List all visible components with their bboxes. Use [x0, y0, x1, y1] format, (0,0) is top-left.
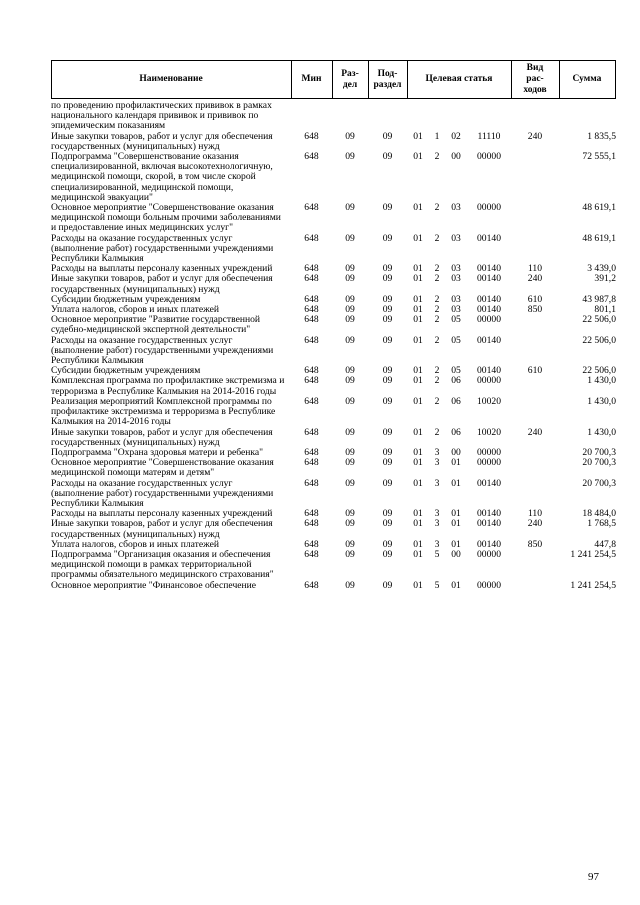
cell-sum: 1 430,0 — [587, 375, 616, 387]
cell-razdel: 09 — [345, 508, 355, 520]
cell-target-direction: 10020 — [477, 395, 501, 407]
cell-min: 648 — [304, 457, 319, 469]
table-row — [51, 479, 616, 510]
cell-razdel: 09 — [345, 232, 355, 244]
cell-podrazdel: 09 — [382, 548, 393, 560]
cell-min: 648 — [304, 477, 319, 489]
cell-razdel: 09 — [345, 130, 355, 142]
table-row — [51, 203, 616, 234]
cell-podrazdel: 09 — [382, 130, 393, 142]
cell-target-event: 00 — [451, 548, 461, 560]
cell-target-subprogram: 2 — [434, 232, 440, 244]
cell-min: 648 — [304, 446, 319, 458]
cell-target-direction: 00000 — [477, 202, 501, 214]
cell-podrazdel: 09 — [382, 538, 393, 550]
cell-podrazdel: 09 — [382, 365, 393, 377]
cell-target-direction: 00140 — [477, 304, 501, 316]
cell-min: 648 — [304, 365, 319, 377]
cell-podrazdel: 09 — [382, 273, 393, 285]
cell-target-direction: 11110 — [477, 130, 501, 142]
cell-target-event: 03 — [451, 263, 461, 275]
cell-podrazdel: 09 — [382, 375, 393, 387]
cell-target-direction: 00000 — [477, 457, 501, 469]
cell-target-program: 01 — [413, 375, 423, 387]
cell-target-subprogram: 2 — [434, 273, 440, 285]
cell-target-direction: 00140 — [477, 477, 501, 489]
cell-target-direction: 00140 — [477, 232, 501, 244]
cell-target-subprogram: 2 — [434, 151, 440, 163]
cell-target-subprogram: 3 — [434, 446, 440, 458]
cell-name: Иные закупки товаров, работ и услуг для обеспечения государственных (муниципальных) нужд — [51, 518, 273, 540]
cell-razdel: 09 — [345, 477, 355, 489]
cell-min: 648 — [304, 293, 319, 305]
cell-target-program: 01 — [413, 202, 423, 214]
cell-name: Уплата налогов, сборов и иных платежей — [51, 304, 220, 316]
header-vid-rashodov: Вид рас- ходов — [523, 63, 547, 95]
cell-target-direction: 10020 — [477, 426, 501, 438]
cell-sum: 1 835,5 — [587, 130, 616, 142]
cell-target-event: 01 — [451, 538, 461, 550]
cell-razdel: 09 — [345, 446, 355, 458]
cell-name: Расходы на оказание государственных услуг (выполнение работ) государственными учреждениями Республики Калмыкия — [51, 477, 274, 509]
cell-sum: 1 430,0 — [587, 426, 616, 438]
cell-razdel: 09 — [345, 273, 355, 285]
cell-podrazdel: 09 — [382, 446, 393, 458]
cell-sum: 43 987,8 — [582, 293, 616, 305]
cell-name: Основное мероприятие "Совершенствование оказания медицинской помощи больным прочими заболеваниями и предоставление иных медицинских услуг" — [51, 202, 281, 234]
cell-vid — [511, 581, 559, 591]
cell-target-direction: 00000 — [477, 579, 501, 591]
cell-target-direction: 00140 — [477, 334, 501, 346]
cell-vid: 850 — [527, 538, 543, 550]
cell-sum: 22 506,0 — [582, 365, 616, 377]
header-name: Наименование — [139, 74, 203, 84]
cell-sum: 1 768,5 — [587, 518, 616, 530]
cell-vid — [511, 479, 559, 510]
cell-target-event: 06 — [451, 395, 461, 407]
cell-min: 648 — [304, 518, 319, 530]
cell-target-event: 00 — [451, 151, 461, 163]
cell-target-program: 01 — [413, 426, 423, 438]
cell-vid: 240 — [527, 130, 543, 142]
cell-target-subprogram: 2 — [434, 202, 440, 214]
cell-sum: 72 555,1 — [582, 151, 616, 163]
cell-name: Реализация мероприятий Комплексной программы по профилактике экстремизма и терроризма в Республике Калмыкия на 2014-2016 годы — [51, 395, 276, 428]
cell-target-direction: 00000 — [477, 151, 501, 163]
cell-name: Иные закупки товаров, работ и услуг для обеспечения государственных (муниципальных) нужд — [51, 130, 273, 152]
cell-podrazdel: 09 — [382, 457, 393, 469]
cell-target-program: 01 — [413, 151, 423, 163]
cell-name: Иные закупки товаров, работ и услуг для обеспечения государственных (муниципальных) нужд — [51, 273, 273, 295]
cell-name: по проведению профилактических прививок в рамках национального календаря прививок и прививок по эпидемическим показаниям — [51, 100, 272, 132]
cell-target-event: 03 — [451, 273, 461, 285]
cell-name: Расходы на выплаты персоналу казенных учреждений — [51, 263, 273, 275]
cell-min: 648 — [304, 304, 319, 316]
cell-target-subprogram: 2 — [434, 314, 440, 326]
cell-target-event — [445, 101, 467, 132]
cell-min: 648 — [304, 508, 319, 520]
cell-target-subprogram: 2 — [434, 375, 440, 387]
table-header — [51, 60, 616, 100]
cell-name: Уплата налогов, сборов и иных платежей — [51, 538, 220, 550]
header-podrazdel: Под- раздел — [373, 68, 402, 90]
cell-vid — [511, 376, 559, 396]
cell-target-subprogram — [429, 101, 445, 132]
cell-razdel: 09 — [345, 202, 355, 214]
cell-target-program — [407, 101, 429, 132]
cell-target-program: 01 — [413, 548, 423, 560]
table-row — [51, 101, 616, 132]
cell-target-direction: 00140 — [477, 365, 501, 377]
header-target-article: Целевая статья — [425, 74, 493, 84]
cell-podrazdel: 09 — [382, 304, 393, 316]
cell-min: 648 — [304, 202, 319, 214]
cell-target-subprogram: 2 — [434, 365, 440, 377]
cell-target-direction: 00140 — [477, 273, 501, 285]
cell-target-event: 06 — [451, 426, 461, 438]
cell-min: 648 — [304, 263, 319, 275]
cell-target-program: 01 — [413, 518, 423, 530]
cell-target-event: 03 — [451, 304, 461, 316]
cell-sum: 3 439,0 — [587, 263, 616, 275]
cell-vid — [511, 397, 559, 428]
cell-target-subprogram: 2 — [434, 304, 440, 316]
budget-table — [51, 101, 616, 591]
cell-name: Основное мероприятие "Совершенствование оказания медицинской помощи матерям и детям" — [51, 457, 274, 479]
cell-sum: 1 430,0 — [587, 395, 616, 407]
cell-razdel: 09 — [345, 375, 355, 387]
table-row — [51, 152, 616, 203]
cell-name: Основное мероприятие "Развитие государственной судебно-медицинской экспертной деятельности" — [51, 314, 261, 336]
cell-min: 648 — [304, 130, 319, 142]
cell-vid: 610 — [527, 293, 543, 305]
cell-target-event: 01 — [451, 457, 461, 469]
cell-name: Расходы на выплаты персоналу казенных учреждений — [51, 508, 273, 520]
cell-podrazdel — [368, 101, 407, 132]
cell-target-direction: 00000 — [477, 446, 501, 458]
cell-podrazdel: 09 — [382, 263, 393, 275]
cell-min — [291, 101, 332, 132]
cell-sum: 1 241 254,5 — [570, 548, 616, 560]
cell-razdel: 09 — [345, 151, 355, 163]
cell-target-subprogram: 2 — [434, 395, 440, 407]
cell-target-event: 00 — [451, 446, 461, 458]
cell-target-subprogram: 2 — [434, 334, 440, 346]
table-row — [51, 132, 616, 152]
header-min: Мин — [301, 74, 322, 84]
cell-podrazdel: 09 — [382, 395, 393, 407]
cell-target-program: 01 — [413, 293, 423, 305]
cell-sum: 48 619,1 — [582, 202, 616, 214]
cell-vid — [511, 203, 559, 234]
cell-name: Субсидии бюджетным учреждениям — [51, 293, 201, 305]
cell-target-event: 03 — [451, 293, 461, 305]
cell-sum: 447,8 — [594, 538, 616, 550]
cell-vid: 110 — [527, 508, 543, 520]
cell-target-direction: 00000 — [477, 375, 501, 387]
cell-name: Расходы на оказание государственных услуг (выполнение работ) государственными учреждениями Республики Калмыкия — [51, 232, 274, 265]
cell-name: Расходы на оказание государственных услуг (выполнение работ) государственными учреждениями Республики Калмыкия — [51, 334, 274, 367]
cell-min: 648 — [304, 151, 319, 163]
cell-razdel: 09 — [345, 334, 355, 346]
header-sum: Сумма — [572, 74, 602, 84]
cell-name: Иные закупки товаров, работ и услуг для обеспечения государственных (муниципальных) нужд — [51, 426, 273, 448]
cell-target-subprogram: 1 — [434, 130, 440, 142]
cell-target-program: 01 — [413, 508, 423, 520]
cell-target-direction: 00140 — [477, 508, 501, 520]
table-row — [51, 336, 616, 367]
cell-target-subprogram: 3 — [434, 457, 440, 469]
cell-sum: 20 700,3 — [582, 457, 616, 469]
cell-vid — [511, 550, 559, 581]
table-row — [51, 397, 616, 428]
cell-min: 648 — [304, 395, 319, 407]
cell-vid: 240 — [527, 273, 543, 285]
cell-min: 648 — [304, 579, 319, 591]
cell-name: Подпрограмма "Охрана здоровья матери и ребенка" — [51, 446, 264, 458]
cell-target-subprogram: 3 — [434, 508, 440, 520]
cell-target-program: 01 — [413, 538, 423, 550]
cell-target-event: 06 — [451, 375, 461, 387]
cell-target-direction — [467, 101, 511, 132]
cell-sum — [559, 101, 616, 132]
cell-target-event: 01 — [451, 508, 461, 520]
cell-target-program: 01 — [413, 579, 423, 591]
cell-target-event: 01 — [451, 477, 461, 489]
cell-sum: 20 700,3 — [582, 446, 616, 458]
cell-podrazdel: 09 — [382, 518, 393, 530]
cell-target-subprogram: 3 — [434, 538, 440, 550]
table-row — [51, 376, 616, 396]
cell-target-direction: 00140 — [477, 538, 501, 550]
cell-target-subprogram: 2 — [434, 293, 440, 305]
cell-min: 648 — [304, 548, 319, 560]
cell-name: Подпрограмма "Организация оказания и обеспечения медицинской помощи в рамках территориальной программы обязательного медицинского страхования" — [51, 548, 274, 581]
cell-target-event: 05 — [451, 365, 461, 377]
cell-sum: 22 506,0 — [582, 314, 616, 326]
cell-target-program: 01 — [413, 446, 423, 458]
cell-min: 648 — [304, 426, 319, 438]
cell-min: 648 — [304, 314, 319, 326]
cell-target-program: 01 — [413, 314, 423, 326]
cell-target-subprogram: 3 — [434, 518, 440, 530]
cell-razdel: 09 — [345, 314, 355, 326]
cell-target-program: 01 — [413, 395, 423, 407]
cell-target-program: 01 — [413, 477, 423, 489]
cell-target-program: 01 — [413, 232, 423, 244]
cell-razdel: 09 — [345, 538, 355, 550]
cell-target-program: 01 — [413, 365, 423, 377]
cell-vid — [511, 336, 559, 367]
cell-min: 648 — [304, 334, 319, 346]
cell-sum: 22 506,0 — [582, 334, 616, 346]
cell-podrazdel: 09 — [382, 508, 393, 520]
cell-razdel: 09 — [345, 457, 355, 469]
cell-target-subprogram: 2 — [434, 263, 440, 275]
cell-razdel: 09 — [345, 304, 355, 316]
cell-podrazdel: 09 — [382, 426, 393, 438]
cell-min: 648 — [304, 232, 319, 244]
cell-vid — [511, 448, 559, 458]
cell-podrazdel: 09 — [382, 334, 393, 346]
cell-target-subprogram: 5 — [434, 579, 440, 591]
cell-vid: 240 — [527, 518, 543, 530]
header-razdel: Раз- дел — [341, 68, 359, 90]
table-row — [51, 428, 616, 448]
cell-sum: 801,1 — [594, 304, 616, 316]
cell-name: Комплексная программа по профилактике экстремизма и терроризма в Республике Калмыкия на 2014-2016 годы — [51, 375, 285, 397]
cell-target-event: 01 — [451, 518, 461, 530]
cell-min: 648 — [304, 538, 319, 550]
table-row — [51, 581, 616, 591]
cell-podrazdel: 09 — [382, 151, 393, 163]
cell-sum: 18 484,0 — [582, 508, 616, 520]
cell-target-program: 01 — [413, 263, 423, 275]
cell-razdel: 09 — [345, 293, 355, 305]
cell-target-event: 03 — [451, 232, 461, 244]
cell-razdel: 09 — [345, 579, 355, 591]
cell-min: 648 — [304, 273, 319, 285]
cell-target-program: 01 — [413, 273, 423, 285]
cell-podrazdel: 09 — [382, 232, 393, 244]
cell-sum: 391,2 — [594, 273, 616, 285]
cell-podrazdel: 09 — [382, 314, 393, 326]
cell-podrazdel: 09 — [382, 293, 393, 305]
table-row — [51, 519, 616, 539]
cell-target-program: 01 — [413, 334, 423, 346]
budget-table-body — [51, 101, 616, 591]
cell-target-event: 05 — [451, 334, 461, 346]
cell-target-direction: 00000 — [477, 314, 501, 326]
cell-target-subprogram: 3 — [434, 477, 440, 489]
table-row — [51, 550, 616, 581]
cell-vid — [511, 101, 559, 132]
cell-sum: 48 619,1 — [582, 232, 616, 244]
cell-target-subprogram: 5 — [434, 548, 440, 560]
cell-name: Основное мероприятие "Финансовое обеспечение — [51, 579, 257, 591]
cell-vid — [511, 458, 559, 478]
cell-razdel: 09 — [345, 365, 355, 377]
cell-target-direction: 00140 — [477, 293, 501, 305]
cell-sum: 20 700,3 — [582, 477, 616, 489]
cell-target-program: 01 — [413, 130, 423, 142]
page-number: 97 — [588, 871, 599, 883]
cell-vid: 850 — [527, 304, 543, 316]
cell-target-event: 05 — [451, 314, 461, 326]
cell-min: 648 — [304, 375, 319, 387]
table-row — [51, 234, 616, 265]
cell-razdel: 09 — [345, 548, 355, 560]
cell-name: Подпрограмма "Совершенствование оказания специализированной, включая высокотехнологичную, медицинской помощи, скорой, в том числе скорой специализированной, медицинской помощи, медицинской эвакуации" — [51, 151, 273, 203]
cell-vid: 610 — [527, 365, 543, 377]
cell-vid — [511, 315, 559, 335]
cell-target-program: 01 — [413, 304, 423, 316]
cell-razdel: 09 — [345, 395, 355, 407]
cell-vid: 240 — [527, 426, 543, 438]
table-row — [51, 274, 616, 294]
cell-target-event: 02 — [451, 130, 461, 142]
cell-target-subprogram: 2 — [434, 426, 440, 438]
cell-target-program: 01 — [413, 457, 423, 469]
cell-vid — [511, 152, 559, 203]
cell-razdel: 09 — [345, 518, 355, 530]
cell-target-direction: 00140 — [477, 263, 501, 275]
cell-razdel — [332, 101, 368, 132]
cell-podrazdel: 09 — [382, 579, 393, 591]
cell-target-direction: 00140 — [477, 518, 501, 530]
table-row — [51, 315, 616, 335]
cell-podrazdel: 09 — [382, 202, 393, 214]
cell-podrazdel: 09 — [382, 477, 393, 489]
cell-vid: 110 — [527, 263, 543, 275]
cell-sum: 1 241 254,5 — [570, 579, 616, 591]
cell-name: Субсидии бюджетным учреждениям — [51, 365, 201, 377]
cell-target-event: 03 — [451, 202, 461, 214]
cell-razdel: 09 — [345, 263, 355, 275]
cell-vid — [511, 234, 559, 265]
cell-target-direction: 00000 — [477, 548, 501, 560]
cell-razdel: 09 — [345, 426, 355, 438]
table-row — [51, 458, 616, 478]
cell-target-event: 01 — [451, 579, 461, 591]
